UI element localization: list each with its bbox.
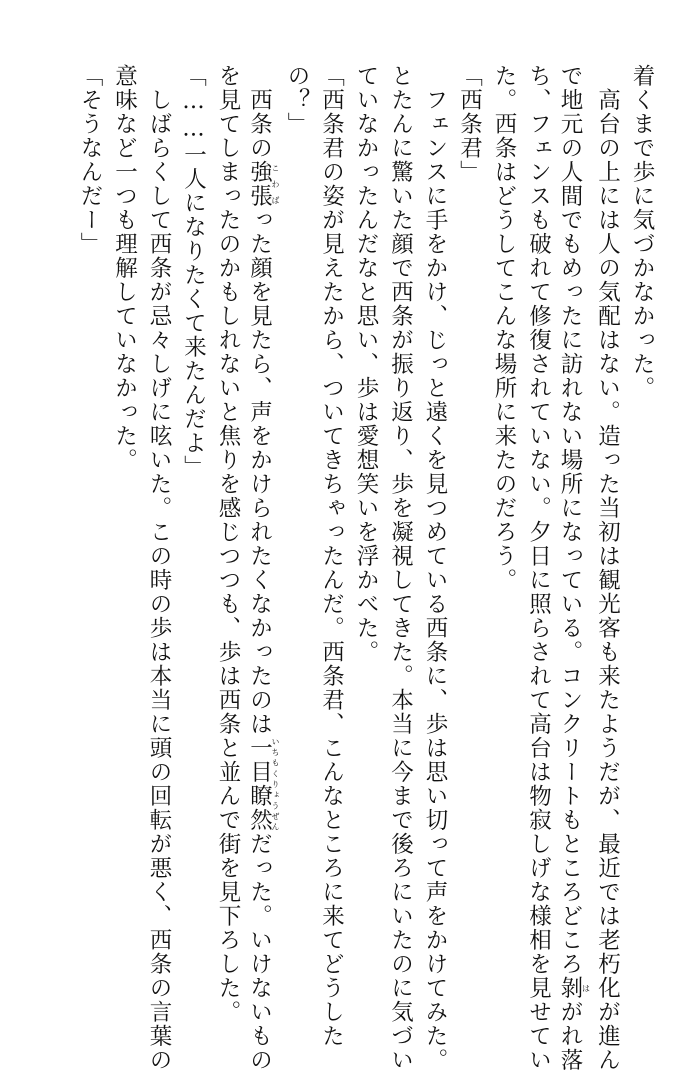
ruby-base: 剝	[557, 976, 583, 1000]
text-column	[623, 64, 659, 964]
text-run: 意味など一つも理解していなかった。	[111, 64, 138, 472]
ruby-word	[246, 736, 280, 832]
text-run: しばらくして西条が忌々しげに呟いた。この時の歩は本当に頭の回転が悪く、西条の言葉の	[146, 88, 172, 1072]
text-run: ち、フェンスも破れて修復されていない。夕日に照らされて高台は物寂しげな様相を見せてい	[525, 64, 552, 1072]
ruby-base: 強張	[246, 160, 273, 208]
text-column	[520, 64, 556, 1072]
text-run: フェンスに手をかけ、じっと遠くを見つめている西条に、歩は思い切って声をかけてみた。	[422, 88, 448, 1072]
ruby-word	[557, 976, 591, 1000]
text-run: 高台の上には人の気配はない。造った当初は観光客も来たようだが、最近では老朽化が進ん	[594, 88, 621, 1072]
text-run: がれ落	[557, 1000, 583, 1072]
text-column	[382, 64, 418, 1072]
text-run: た。西条はどうしてこんな場所に来たのだろう。	[491, 64, 517, 592]
text-run: ていなかったんだなと思い、歩は愛想笑いを浮かべた。	[353, 64, 379, 664]
text-run: 「そうなんだー」	[77, 64, 103, 256]
text-column	[278, 64, 314, 964]
text-column	[451, 64, 487, 964]
text-run: とたんに驚いた顔で西条が振り返り、歩を凝視してきた。本当に今まで後ろにいたのに気づい	[387, 64, 414, 1072]
text-column	[140, 64, 176, 1072]
text-column	[71, 64, 107, 964]
ruby-reading: こわば	[271, 160, 280, 208]
ruby-reading: いちもくりょうぜん	[271, 736, 280, 832]
text-run: で地元の人間でもめったに訪れない場所になっている。コンクリートもところどころ	[557, 64, 583, 976]
text-column	[106, 64, 142, 964]
text-run: 西条の	[246, 88, 273, 160]
text-run: った顔を見たら、声をかけられたくなかったのは	[246, 208, 273, 736]
text-run: の？」	[284, 64, 310, 136]
text-column	[416, 64, 452, 1072]
ruby-reading: は	[581, 976, 591, 1000]
text-column	[589, 64, 625, 1072]
text-run: 着くまで歩に気づかなかった。	[629, 64, 655, 400]
ruby-word	[246, 160, 280, 208]
text-column	[244, 64, 280, 1072]
text-column	[485, 64, 521, 964]
text-column	[209, 64, 245, 1024]
text-column	[313, 64, 349, 1048]
text-column	[347, 64, 383, 964]
text-run: 「西条君」	[456, 64, 483, 184]
text-run: だった。いけないもの	[246, 832, 273, 1072]
text-run: 「……一人になりたくて来たんだよ」	[180, 64, 207, 479]
text-run: を見てしまったのかもしれないと焦りを感じつつも、歩は西条と並んで街を見下ろした。	[215, 64, 241, 1024]
text-run: 「西条君の姿が見えたから、ついてきちゃったんだ。西条君、こんなところに来てどうした	[318, 64, 345, 1048]
text-column	[175, 64, 211, 964]
text-column	[554, 64, 591, 1072]
ruby-base: 一目瞭然	[246, 736, 273, 832]
